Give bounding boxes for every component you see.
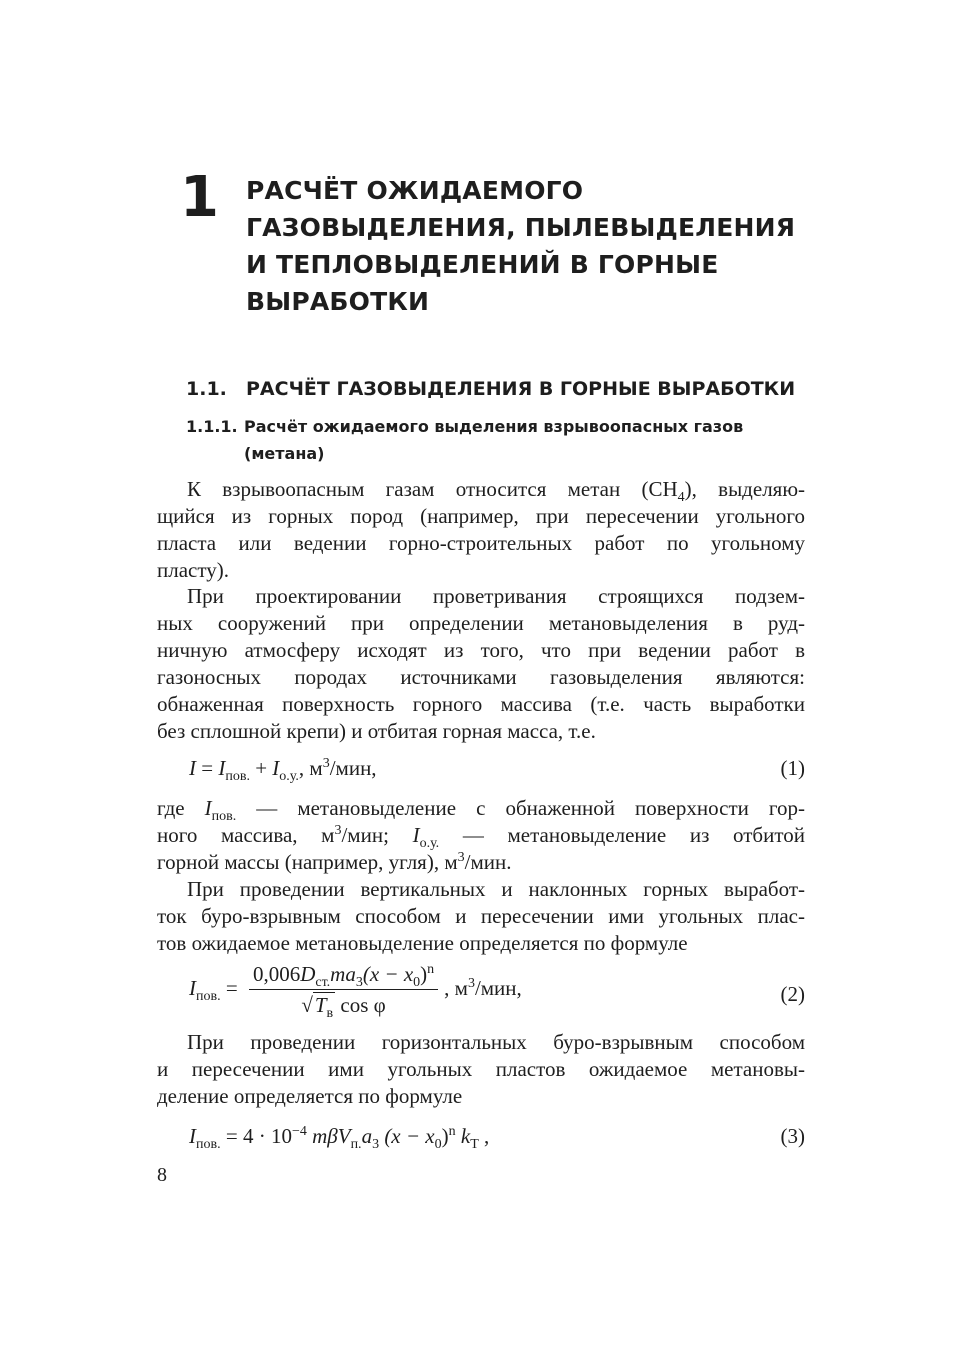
equation-body [189, 962, 522, 1021]
subsection-title-line: Расчёт ожидаемого выделения взрывоопасных газов [244, 417, 744, 436]
text-line: деление определяется по формуле [157, 1084, 463, 1108]
operator: = [220, 975, 243, 1000]
text-line: ничную атмосферу исходят из того, что при ведении работ в [157, 638, 805, 662]
equation-3 [157, 1124, 805, 1164]
text-line: При проведении горизонтальных буро-взрывным способом [187, 1030, 805, 1054]
operator: + [249, 756, 273, 780]
symbol: T [314, 993, 327, 1017]
symbol: I [189, 1124, 196, 1148]
text-line: пласта или ведении горно-строительных работ по угольному [157, 531, 805, 555]
symbol: k [455, 1124, 471, 1148]
symbol: mβV [306, 1124, 351, 1148]
text-line [157, 822, 805, 849]
section-heading [186, 376, 826, 402]
symbol: I [218, 756, 226, 780]
paragraph-2 [157, 583, 805, 745]
text-line: При проектировании проветривания строящихся подзем- [187, 584, 805, 608]
subscript: Т [470, 1137, 479, 1152]
text-line [157, 795, 805, 822]
superscript: 3 [457, 850, 465, 865]
operator: , [478, 1124, 490, 1148]
subscript: п. [350, 1137, 362, 1152]
section-number: 1.1. [186, 378, 227, 400]
paragraph-4 [157, 876, 805, 957]
operator: ) [441, 1124, 449, 1148]
denominator: $√T_в$ cos φ [301, 993, 386, 1021]
equation-number: (3) [780, 1124, 805, 1148]
symbol: D [300, 962, 316, 986]
paragraph-3 [157, 795, 805, 876]
fraction [249, 962, 438, 1021]
unit: , м [444, 975, 468, 1000]
text-fragment: где [157, 796, 205, 820]
symbol: (x − x [362, 962, 414, 986]
chapter-title [246, 172, 846, 320]
symbol: I [189, 975, 196, 1000]
text-line: газоносных породах источниками газовыделения являются: [157, 665, 805, 689]
page-number: 8 [157, 1164, 167, 1186]
symbol: ma [330, 962, 356, 986]
text-fragment: /мин. [464, 850, 512, 874]
operator: = 4 · 10 [220, 1124, 292, 1148]
unit: /мин, [329, 756, 377, 780]
equation-body [189, 756, 377, 784]
subscript: в [326, 1006, 334, 1021]
symbol: I [204, 796, 212, 820]
superscript: 3 [334, 823, 342, 838]
symbol: I [272, 756, 280, 780]
superscript: n [448, 1124, 456, 1139]
subscript: пов. [196, 1137, 221, 1152]
subscript: 4 [677, 490, 685, 505]
chapter-title-line: ГАЗОВЫДЕЛЕНИЯ, ПЫЛЕВЫДЕЛЕНИЯ [246, 213, 796, 242]
equation-2 [157, 962, 805, 1030]
function: cos φ [335, 993, 386, 1017]
subscript: ст. [315, 975, 331, 990]
symbol: I [189, 756, 196, 780]
text-line: щийся из горных пород (например, при пересечении угольного [157, 504, 805, 528]
unit: , м [298, 756, 323, 780]
text-line: тов ожидаемое метановыделение определяется по формуле [157, 931, 688, 955]
section-title: РАСЧЁТ ГАЗОВЫДЕЛЕНИЯ В ГОРНЫЕ ВЫРАБОТКИ [246, 378, 796, 400]
text-fragment: — метановыделение с обнаженной поверхности гор- [236, 796, 805, 820]
equation-body [189, 1124, 490, 1152]
text-line [157, 849, 805, 876]
subscript: 3 [355, 975, 363, 990]
subscript: 3 [372, 1137, 380, 1152]
superscript: −4 [291, 1124, 307, 1139]
equation-1 [157, 756, 805, 796]
chapter-title-line: РАСЧЁТ ОЖИДАЕМОГО [246, 176, 584, 205]
subsection-number: 1.1.1. [186, 417, 238, 436]
superscript: 3 [322, 756, 330, 771]
subsection-title-line: (метана) [244, 444, 325, 463]
coefficient: 0,006 [252, 962, 301, 986]
symbol: I [412, 823, 420, 847]
unit: /мин, [474, 975, 522, 1000]
subscript: 0 [434, 1137, 442, 1152]
chapter-title-line: И ТЕПЛОВЫДЕЛЕНИЙ В ГОРНЫЕ [246, 250, 719, 279]
text-line: ных сооружений при определении метановыделения в руд- [157, 611, 805, 635]
symbol: a [361, 1124, 373, 1148]
text-fragment: ного массива, м [157, 823, 335, 847]
text-line [157, 476, 805, 503]
superscript: n [427, 962, 435, 977]
subscript: о.у. [279, 769, 299, 784]
chapter-title-line: ВЫРАБОТКИ [246, 287, 430, 316]
text-line: При проведении вертикальных и наклонных горных выработ- [187, 877, 805, 901]
subscript: пов. [196, 988, 221, 1004]
text-fragment: К взрывоопасным газам относится метан (CH [187, 477, 678, 501]
paragraph-1 [157, 476, 805, 584]
subscript: 0 [413, 975, 421, 990]
operator: = [196, 756, 219, 780]
text-fragment: — метановыделение из отбитой [439, 823, 805, 847]
equation-number: (2) [780, 982, 805, 1006]
text-fragment: горной массы (например, угля), м [157, 850, 458, 874]
text-line: и пересечении ими угольных пластов ожидаемое метановы- [157, 1057, 805, 1081]
subscript: пов. [211, 809, 237, 824]
chapter-number: 1 [180, 165, 219, 230]
text-line: ток буро-взрывным способом и пересечении ими угольных плас- [157, 904, 805, 928]
text-fragment: ), выделяю- [684, 477, 806, 501]
superscript: 3 [467, 975, 475, 991]
subscript: пов. [225, 769, 250, 784]
numerator [249, 962, 438, 990]
text-line: обнаженная поверхность горного массива (т.е. часть выработки [157, 692, 805, 716]
text-line: пласту). [157, 558, 230, 582]
symbol: (x − x [379, 1124, 435, 1148]
sqrt [313, 992, 335, 1021]
text-line: без сплошной крепи) и отбитая горная масса, т.е. [157, 719, 596, 743]
subscript: о.у. [419, 836, 440, 851]
paragraph-5 [157, 1029, 805, 1110]
subsection-heading [186, 413, 826, 467]
operator: ) [420, 962, 428, 986]
equation-number: (1) [780, 756, 805, 780]
text-fragment: /мин; [341, 823, 413, 847]
